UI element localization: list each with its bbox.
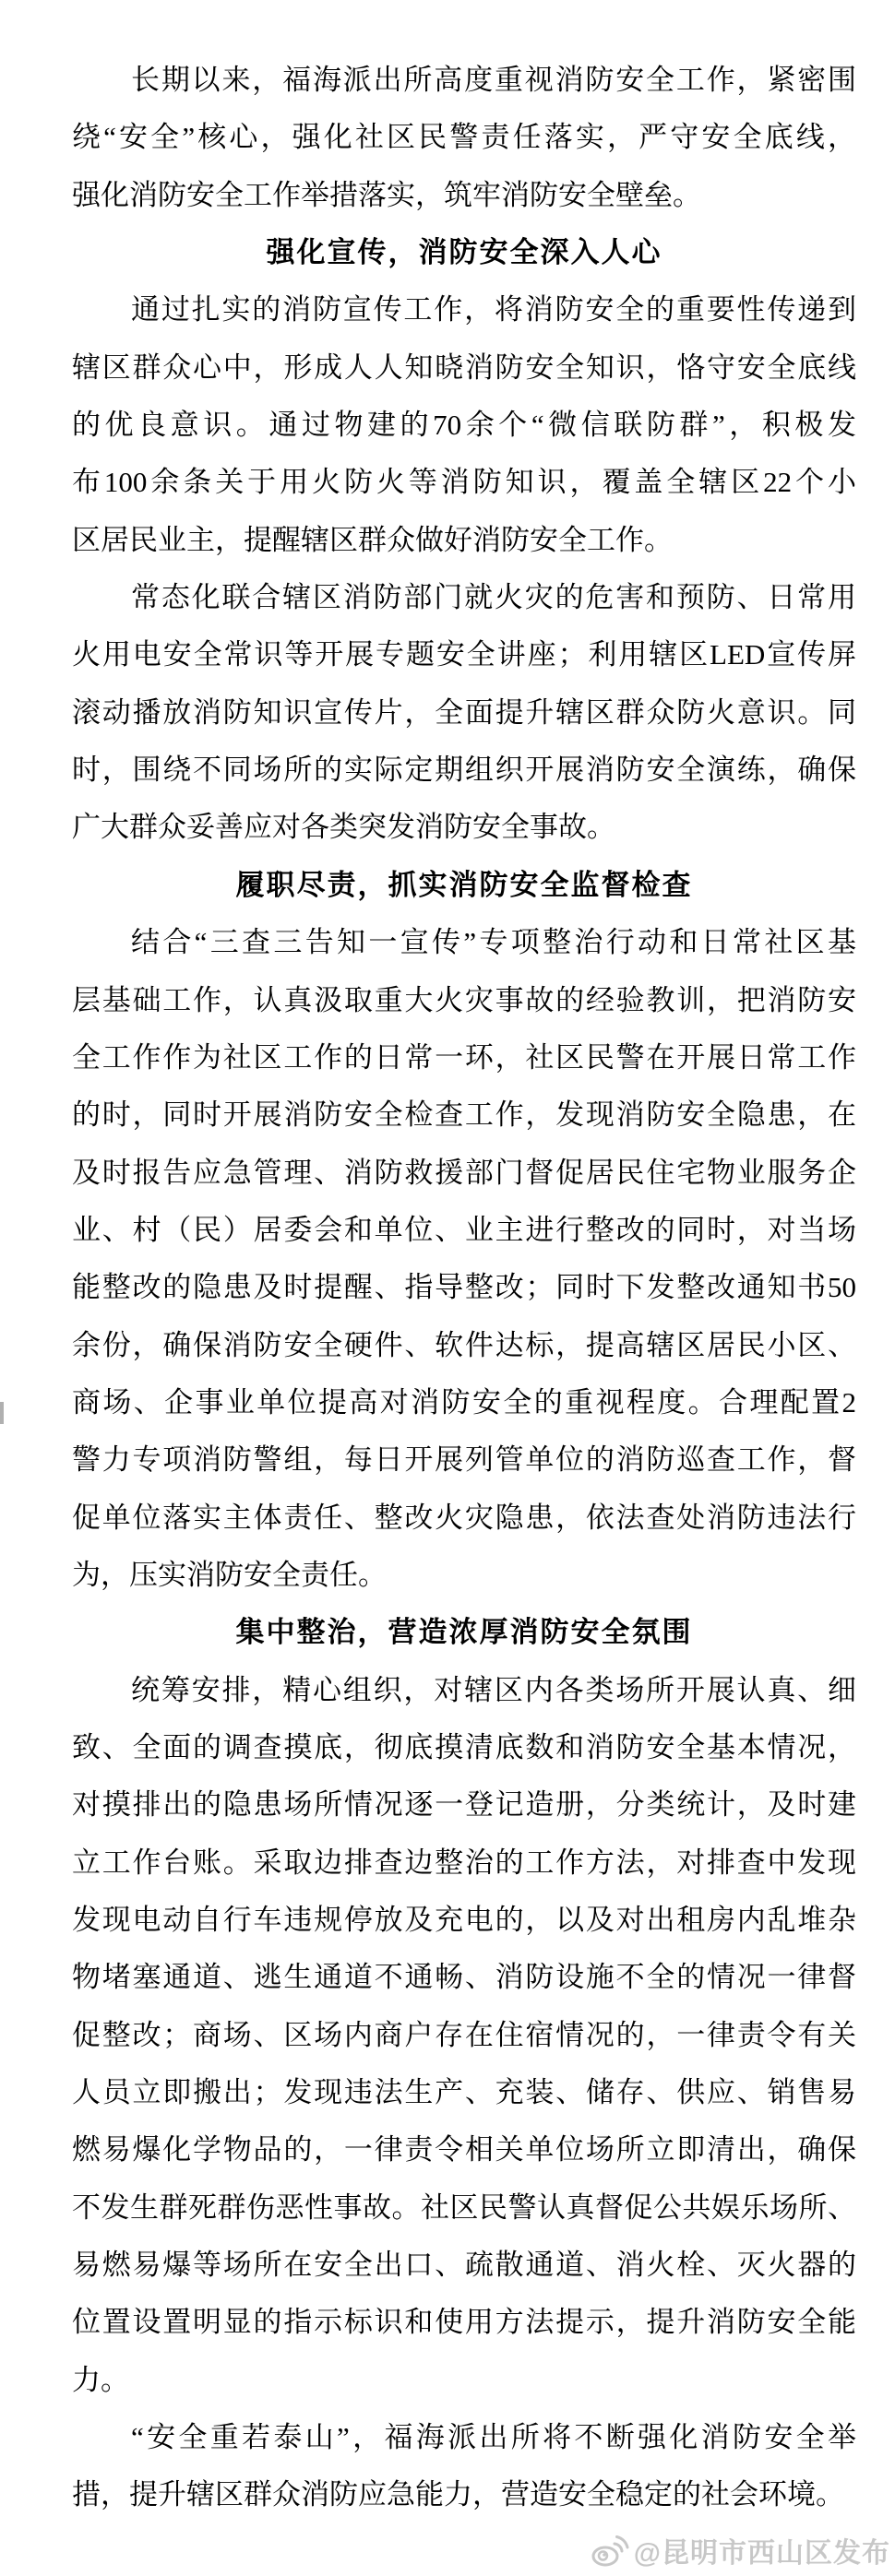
paragraph-line: 业、村（民）居委会和单位、业主进行整改的同时，对当场 xyxy=(72,1213,856,1246)
paragraph-line: 辖区群众心中，形成人人知晓消防安全知识，恪守安全底线 xyxy=(72,350,856,384)
paragraph-line: 人员立即搬出；发现违法生产、充装、储存、供应、销售易 xyxy=(72,2076,856,2109)
paragraph-line: 滚动播放消防知识宣传片，全面提升辖区群众防火意识。同 xyxy=(72,695,856,729)
paragraph-line: 易燃易爆等场所在安全出口、疏散通道、消火栓、灭火器的 xyxy=(72,2249,856,2282)
paragraph-line: 结合“三查三告知一宣传”专项整治行动和日常社区基 xyxy=(131,926,856,959)
paragraph-line: 的时，同时开展消防安全检查工作，发现消防安全隐患，在 xyxy=(72,1098,856,1132)
paragraph-line: 时，围绕不同场所的实际定期组织开展消防安全演练，确保 xyxy=(72,754,856,787)
paragraph-line: 布100余条关于用火防火等消防知识，覆盖全辖区22个小 xyxy=(72,466,856,499)
paragraph-line: 商场、企事业单位提高对消防安全的重视程度。合理配置2 xyxy=(72,1385,856,1419)
paragraph-line: 位置设置明显的指示标识和使用方法提示，提升消防安全能 xyxy=(72,2306,856,2339)
left-edge-artifact xyxy=(0,1402,4,1424)
watermark xyxy=(591,2530,890,2570)
section-heading: 集中整治，营造浓厚消防安全氛围 xyxy=(235,1616,693,1649)
paragraph-line: 常态化联合辖区消防部门就火灾的危害和预防、日常用 xyxy=(131,581,856,614)
paragraph-line: 促单位落实主体责任、整改火灾隐患，依法查处消防违法行 xyxy=(72,1501,856,1534)
article-body xyxy=(72,52,856,2524)
paragraph-line: 的优良意识。通过物建的70余个“微信联防群”，积极发 xyxy=(72,409,856,442)
paragraph-line: 警力专项消防警组，每日开展列管单位的消防巡查工作，督 xyxy=(72,1443,856,1477)
paragraph-line: 能整改的隐患及时提醒、指导整改；同时下发整改通知书50 xyxy=(72,1271,856,1304)
paragraph-line: 强化消防安全工作举措落实，筑牢消防安全壁垒。 xyxy=(72,178,701,211)
paragraph-line: 力。 xyxy=(72,2363,129,2396)
paragraph-line: 区居民业主，提醒辖区群众做好消防安全工作。 xyxy=(72,523,673,556)
paragraph-line: 及时报告应急管理、消防救援部门督促居民住宅物业服务企 xyxy=(72,1156,856,1189)
paragraph-line: 全工作作为社区工作的日常一环，社区民警在开展日常工作 xyxy=(72,1040,856,1074)
section-heading: 履职尽责，抓实消防安全监督检查 xyxy=(235,868,693,901)
paragraph-line: 火用电安全常识等开展专题安全讲座；利用辖区LED宣传屏 xyxy=(72,638,856,671)
paragraph-line: 发现电动自行车违规停放及充电的，以及对出租房内乱堆杂 xyxy=(72,1904,856,1936)
watermark-handle: @昆明市西山区发布 xyxy=(633,2538,890,2569)
paragraph-line: 立工作台账。采取边排查边整治的工作方法，对排查中发现 xyxy=(72,1846,856,1879)
section-heading: 强化宣传，消防安全深入人心 xyxy=(266,236,662,269)
paragraph-line: 通过扎实的消防宣传工作，将消防安全的重要性传递到 xyxy=(131,293,856,326)
paragraph-line: 长期以来，福海派出所高度重视消防安全工作，紧密围 xyxy=(131,64,856,96)
paragraph-line: 余份，确保消防安全硬件、软件达标，提高辖区居民小区、 xyxy=(72,1328,856,1361)
paragraph-line: 促整改；商场、区场内商户存在住宿情况的，一律责令有关 xyxy=(72,2018,856,2051)
paragraph-line: 不发生群死群伤恶性事故。社区民警认真督促公共娱乐场所、 xyxy=(72,2190,856,2224)
paragraph-line: 绕“安全”核心，强化社区民警责任落实，严守安全底线， xyxy=(72,121,856,154)
paragraph-line: 物堵塞通道、逃生通道不通畅、消防设施不全的情况一律督 xyxy=(72,1961,856,1994)
paragraph-line: 措，提升辖区群众消防应急能力，营造安全稳定的社会环境。 xyxy=(72,2478,844,2511)
paragraph-line: 统筹安排，精心组织，对辖区内各类场所开展认真、细 xyxy=(131,1673,856,1706)
paragraph-line: “安全重若泰山”，福海派出所将不断强化消防安全举 xyxy=(131,2421,856,2454)
paragraph-line: 广大群众妥善应对各类突发消防安全事故。 xyxy=(72,811,615,844)
paragraph-line: 为，压实消防安全责任。 xyxy=(72,1558,387,1591)
weibo-icon xyxy=(591,2531,629,2570)
paragraph-line: 致、全面的调查摸底，彻底摸清底数和消防安全基本情况， xyxy=(72,1730,856,1763)
paragraph-line: 对摸排出的隐患场所情况逐一登记造册，分类统计，及时建 xyxy=(72,1788,856,1822)
paragraph-line: 层基础工作，认真汲取重大火灾事故的经验教训，把消防安 xyxy=(72,983,856,1016)
paragraph-line: 燃易爆化学物品的，一律责令相关单位场所立即清出，确保 xyxy=(72,2133,856,2166)
